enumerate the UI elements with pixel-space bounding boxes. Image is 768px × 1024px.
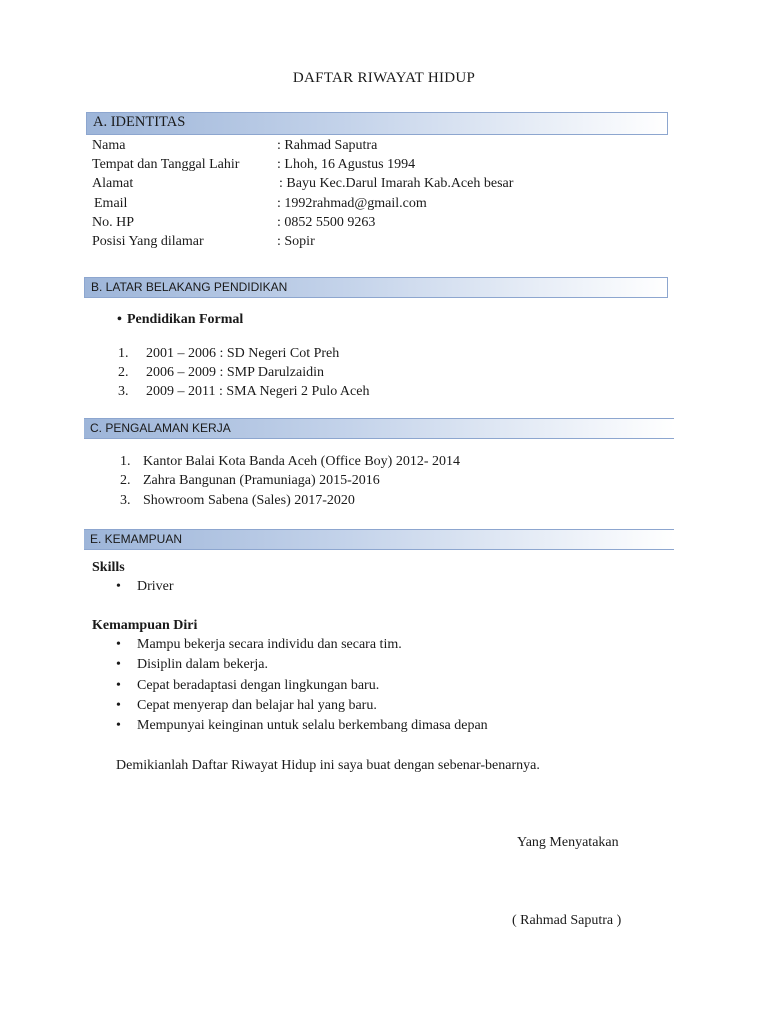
list-number: 2. xyxy=(120,473,131,488)
bullet: • xyxy=(116,678,121,693)
signature-label: Yang Menyatakan xyxy=(517,835,619,850)
list-item: Showroom Sabena (Sales) 2017-2020 xyxy=(143,493,355,508)
section-header-pendidikan xyxy=(84,277,668,298)
skills-heading: Skills xyxy=(92,560,125,575)
value-no-hp: : 0852 5500 9263 xyxy=(277,215,376,230)
list-item: Cepat beradaptasi dengan lingkungan baru. xyxy=(137,678,380,693)
label-tempat-tanggal-lahir: Tempat dan Tanggal Lahir xyxy=(92,157,240,172)
bullet: • xyxy=(116,579,121,594)
list-item: Disiplin dalam bekerja. xyxy=(137,657,269,672)
list-item: Zahra Bangunan (Pramuniaga) 2015-2016 xyxy=(143,473,380,488)
value-nama: : Rahmad Saputra xyxy=(277,138,378,153)
label-alamat: Alamat xyxy=(92,176,134,191)
closing-statement: Demikianlah Daftar Riwayat Hidup ini saya buat dengan sebenar-benarnya. xyxy=(116,758,540,773)
label-email: Email xyxy=(94,196,128,211)
list-item: Kantor Balai Kota Banda Aceh (Office Boy) 2012- 2014 xyxy=(143,454,460,469)
list-item: 2001 – 2006 : SD Negeri Cot Preh xyxy=(146,346,340,361)
section-title-pengalaman: C. PENGALAMAN KERJA xyxy=(90,421,231,435)
document-title: DAFTAR RIWAYAT HIDUP xyxy=(292,70,476,86)
value-posisi: : Sopir xyxy=(277,234,315,249)
list-item: 2006 – 2009 : SMP Darulzaidin xyxy=(146,365,324,380)
bullet: • xyxy=(116,657,121,672)
list-item: 2009 – 2011 : SMA Negeri 2 Pulo Aceh xyxy=(146,384,370,399)
list-number: 3. xyxy=(118,384,129,399)
section-title-kemampuan: E. KEMAMPUAN xyxy=(90,532,183,546)
value-email: : 1992rahmad@gmail.com xyxy=(277,196,427,211)
bullet: • xyxy=(117,312,122,327)
list-item: Cepat menyerap dan belajar hal yang baru. xyxy=(137,698,377,713)
section-header-pengalaman xyxy=(84,418,674,439)
bullet: • xyxy=(116,718,121,733)
bullet: • xyxy=(116,637,121,652)
label-posisi: Posisi Yang dilamar xyxy=(92,234,204,249)
list-number: 1. xyxy=(118,346,129,361)
section-header-kemampuan xyxy=(84,529,674,550)
section-title-pendidikan: B. LATAR BELAKANG PENDIDIKAN xyxy=(91,280,288,294)
list-number: 2. xyxy=(118,365,129,380)
label-no-hp: No. HP xyxy=(92,215,135,230)
list-item: Driver xyxy=(137,579,174,594)
value-tempat-tanggal-lahir: : Lhoh, 16 Agustus 1994 xyxy=(277,157,416,172)
value-alamat: : Bayu Kec.Darul Imarah Kab.Aceh besar xyxy=(279,176,514,191)
list-item: Mempunyai keinginan untuk selalu berkembang dimasa depan xyxy=(137,718,488,733)
section-title-identitas: A. IDENTITAS xyxy=(93,114,186,130)
label-nama: Nama xyxy=(92,138,126,153)
list-number: 1. xyxy=(120,454,131,469)
kemampuan-diri-heading: Kemampuan Diri xyxy=(92,618,198,633)
pendidikan-formal-heading: Pendidikan Formal xyxy=(127,312,244,327)
list-item: Mampu bekerja secara individu dan secara tim. xyxy=(137,637,402,652)
bullet: • xyxy=(116,698,121,713)
section-header-identitas xyxy=(86,112,668,135)
list-number: 3. xyxy=(120,493,131,508)
signature-name: ( Rahmad Saputra ) xyxy=(512,913,622,928)
